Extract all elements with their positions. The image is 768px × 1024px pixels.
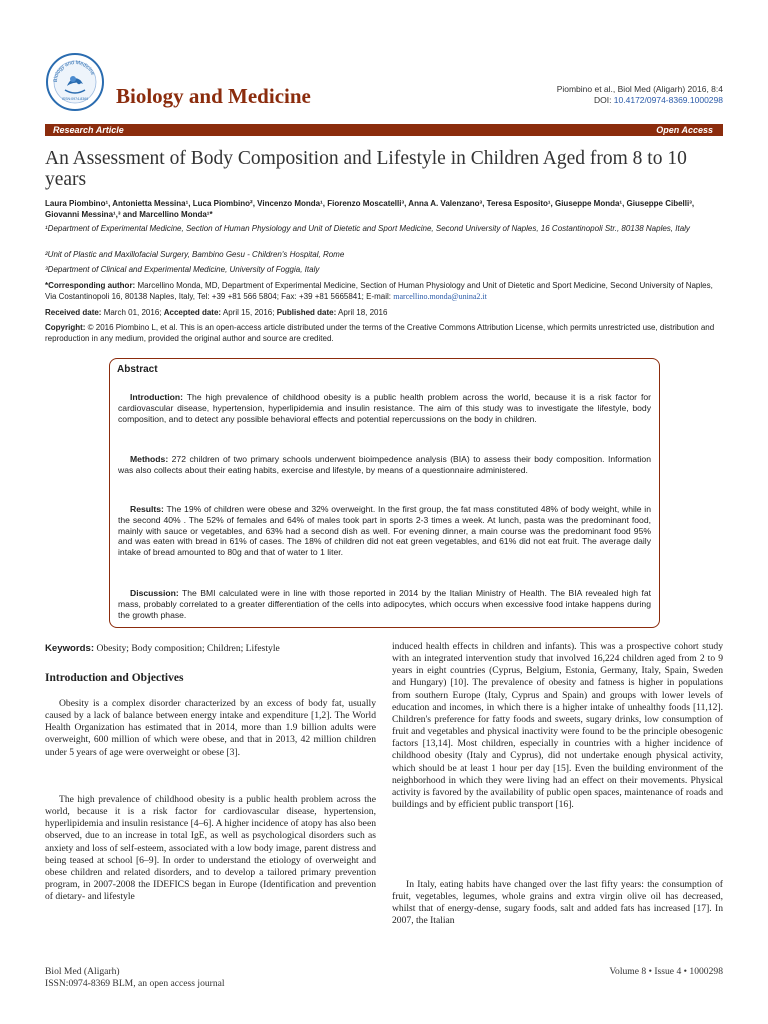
- received-label: Received date:: [45, 308, 102, 317]
- doi-line: [557, 95, 723, 106]
- footer-volume: Volume 8 • Issue 4 • 1000298: [609, 966, 723, 977]
- body-paragraph-3: induced health effects in children and infants). This was a prospective cohort study with an integrated intervention study that involved 16,224 children aged from 2 to 9 years in eight countries (Cyprus, Belgium, Estonia, Germany, Italy, Spain, Sweden and Hungary) [10]. The prevalence of obesity and fatness is higher in populations from southern Europe (Italy, Cyprus and Spain) and groups with lower levels of education and incomes, in which there is a higher intake of unhealthy foods [11,12]. Children's preference for fatty foods and sweets, sugary drinks, low consumption of fruit and vegetables and physical inactivity were found to be the principle obesogenic factors [13,14]. Most children, especially in countries with a higher incidence of childhood obesity (Italy and Cyprus), did not undertake enough physical activity, which should be at least 1 hour per day [15]. Even the building environment of the neighborhood in which they were living had an effect on their movements. Physical activity is favored by the availability of public open spaces, maintenance of roads and buildings and by efficient public transport [16].: [392, 641, 723, 811]
- accepted-date: April 15, 2016;: [221, 308, 277, 317]
- affiliation-1: ¹Department of Experimental Medicine, Section of Human Physiology and Unit of Dietetic and Sport Medicine, Second University of Naples, 16 Costantinopoli Str., 80138 Naples, Italy: [45, 224, 690, 233]
- author-list: Laura Piombino¹, Antonietta Messina¹, Luca Piombino², Vincenzo Monda¹, Fiorenzo Moscatelli³, Anna A. Valenzano³, Teresa Esposito¹, Giuseppe Monda¹, Giuseppe Cibelli³, Giovanni Messina¹,³ and Marcellino Monda¹*: [45, 199, 695, 219]
- abstract-heading: Abstract: [117, 364, 158, 375]
- article-title: An Assessment of Body Composition and Lifestyle in Children Aged from 8 to 10 years: [45, 148, 687, 190]
- open-access-label: Open Access: [656, 125, 713, 135]
- keywords-text: Obesity; Body composition; Children; Lifestyle: [94, 643, 280, 654]
- citation-block: [557, 84, 723, 106]
- doi-label: DOI:: [593, 95, 614, 105]
- article-type-bar: [45, 124, 723, 136]
- abstract-discussion-text: The BMI calculated were in line with those reported in 2014 by the Italian Ministry of Health. The BIA revealed high fat mass, probably correlated to a greater differentiation of the cells into adipocytes, which occurs when excessive food intake happens during the growth phase.: [118, 588, 651, 620]
- published-label: Published date:: [276, 308, 337, 317]
- published-date: April 18, 2016: [336, 308, 388, 317]
- footer-journal: Biol Med (Aligarh): [45, 966, 120, 977]
- doi-link[interactable]: 10.4172/0974-8369.1000298: [613, 95, 723, 105]
- copyright-notice: [45, 323, 725, 344]
- abstract-results-text: The 19% of children were obese and 32% overweight. In the first group, the fat mass constituted 48% of body weight, while in the second 40% . The 52% of females and 64% of males took part in sports 2-3 times a week. At lunch, pasta was the predominant food, mainly with sauce or vegetables, and 63% had a second dish as well. For evening dinner, a main course was the predominant food 95% and was eaten with bread in 61% of cases. The 18% of children did not eat green vegetables, and 61% did not eat fruit. The average daily intake of bread amounted to 80g and that of water to 1 liter.: [118, 504, 651, 558]
- journal-logo: [45, 52, 105, 112]
- keywords: [45, 643, 376, 654]
- copyright-text: © 2016 Piombino L, et al. This is an open-access article distributed under the terms of the Creative Commons Attribution License, which permits unrestricted use, distribution and reproduction in any medium, provided the original author and source are credited.: [45, 323, 715, 343]
- research-article-label: Research Article: [53, 125, 124, 135]
- citation: Piombino et al., Biol Med (Aligarh) 2016, 8:4: [556, 84, 723, 94]
- logo-issn: ISSN:0974-8369: [61, 97, 89, 101]
- footer-issn: ISSN:0974-8369 BLM, an open access journal: [45, 978, 225, 989]
- footer-left: [45, 966, 225, 990]
- abstract-discussion: [118, 588, 651, 620]
- abstract-intro-text: The high prevalence of childhood obesity is a public health problem across the world, because it is a risk factor for cardiovascular disease, hypertension, hyperlipidemia and insulin resistance. The aim of this study was to investigate the lifestyle, body composition, and to detect any possible behavioral effects and potential repercussions on the body in children.: [118, 392, 651, 424]
- accepted-label: Accepted date:: [163, 308, 222, 317]
- section-heading: Introduction and Objectives: [45, 672, 184, 684]
- abstract-introduction: [118, 392, 651, 424]
- keywords-label: Keywords:: [45, 643, 95, 654]
- abstract-box: [109, 358, 660, 628]
- abstract-intro-label: Introduction:: [130, 392, 183, 402]
- abstract-discussion-label: Discussion:: [130, 588, 179, 598]
- journal-name: Biology and Medicine: [116, 84, 311, 108]
- abstract-methods: [118, 454, 651, 476]
- copyright-label: Copyright:: [45, 323, 86, 332]
- body-paragraph-2: The high prevalence of childhood obesity is a public health problem across the world, because it is a risk factor for cardiovascular disease, hypertension, hyperlipidemia and insulin resistance [4–6]. A higher incidence of atopy has also been observed, due to an increase in total IgE, as well as psychological disorders such as anxiety and loss of self-esteem, associated with a low body image, parent distress and being teased at school [6–9]. In order to understand the etiology of overweight and obese children and related disorders, and to develop a tailored primary prevention program, in 2007-2008 the IDEFICS began in Europe (Identification and prevention of dietary- and lifestyle: [45, 794, 376, 903]
- article-dates: [45, 308, 725, 319]
- corresponding-text: Marcellino Monda, MD, Department of Experimental Medicine, Section of Human Physiology and Unit of Dietetic and Sport Medicine, Second University of Naples, Via Costantinopoli 16, 80138 Naples, Italy, Tel: +39 +81 566 5804; Fax: +39 +81 5665841; E-mail:: [45, 281, 713, 301]
- abstract-methods-text: 272 children of two primary schools underwent bioimpedence analysis (BIA) to assess their body composition. Information was also collects about their eating habits, exercise and lifestyle, by means of a questionnaire administered.: [118, 454, 651, 475]
- body-paragraph-4: In Italy, eating habits have changed over the last fifty years: the consumption of fruit, vegetables, legumes, whole grains and extra virgin olive oil has decreased, whilst that of energy-dense, sugary foods, salt and added fats has increased [17]. In 2007, the Italian: [392, 879, 723, 927]
- affiliation-2: ²Unit of Plastic and Maxillofacial Surgery, Bambino Gesu - Children's Hospital, Rome: [45, 250, 345, 259]
- email-link[interactable]: marcellino.monda@unina2.it: [393, 291, 487, 301]
- abstract-methods-label: Methods:: [130, 454, 169, 464]
- corresponding-author: [45, 281, 725, 302]
- affiliation-3: ³Department of Clinical and Experimental Medicine, University of Foggia, Italy: [45, 265, 320, 274]
- body-paragraph-1: Obesity is a complex disorder characterized by an excess of body fat, usually caused by a lack of balance between energy intake and expenditure [1,2]. The World Health Organization has estimated that in 2014, more than 1.9 billion adults were overweight, 600 million of which were obese, and that in 2013, 42 million children under 5 years of age were overweight or obese [3].: [45, 698, 376, 758]
- abstract-results: [118, 504, 651, 558]
- received-date: March 01, 2016;: [101, 308, 164, 317]
- logo-ring-text: Biology and Medicine: [52, 59, 96, 83]
- corresponding-label: *Corresponding author:: [45, 281, 136, 290]
- abstract-results-label: Results:: [130, 504, 164, 514]
